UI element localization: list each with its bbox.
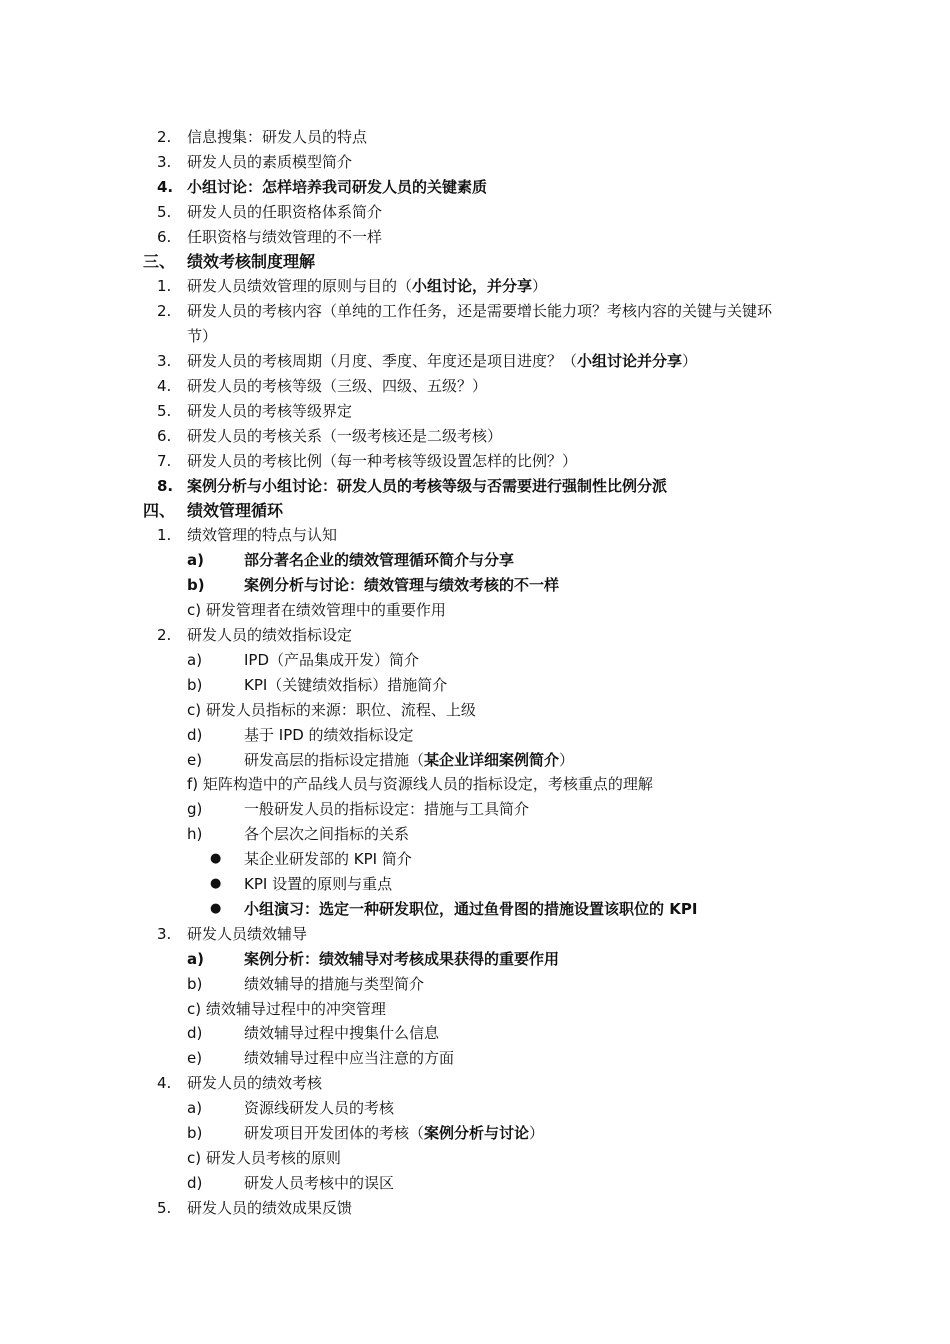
item-text-part: ） [682, 352, 698, 371]
subitem-inline-text: c) 研发人员考核的原则 [187, 1148, 341, 1167]
subitem-text-part: 部分著名企业的绩效管理循环简介与分享 [244, 551, 515, 570]
outline-line [0, 824, 950, 846]
item-number: 4. [157, 177, 174, 196]
outline-line [0, 152, 950, 174]
item-number: 3. [157, 352, 172, 371]
item-text [187, 451, 577, 471]
item-text [187, 476, 667, 496]
item-text [187, 202, 382, 222]
item-number: 2. [157, 302, 172, 321]
outline-line [0, 974, 950, 996]
bullet-text: 小组演习：选定一种研发职位，通过鱼骨图的措施设置该职位的 KPI [244, 899, 698, 918]
item-text-part: 研发人员的考核关系（一级考核还是二级考核） [187, 426, 503, 445]
subitem-text [244, 1098, 394, 1118]
item-text [187, 924, 307, 944]
item-text-bold: 小组讨论，并分享 [412, 277, 533, 296]
item-text-part: 研发人员的绩效成果反馈 [187, 1198, 353, 1217]
outline-line [0, 525, 950, 547]
outline-line [0, 675, 950, 697]
subitem-letter: d) [187, 725, 203, 744]
outline-line [0, 401, 950, 423]
section-heading: 绩效考核制度理解 [187, 251, 316, 271]
outline-line [0, 999, 950, 1021]
subitem-text-part: ） [529, 1124, 545, 1142]
item-text [187, 301, 772, 321]
item-text [187, 625, 352, 645]
item-text-continuation: 节） [187, 327, 218, 346]
subitem-letter: b) [187, 974, 203, 993]
item-text-part: 研发人员的考核比例（每一种考核等级设置怎样的比例？） [187, 451, 578, 470]
item-text-part: 研发人员的绩效指标设定 [187, 626, 353, 644]
item-text [187, 227, 382, 247]
item-number: 2. [157, 128, 172, 146]
outline-line [0, 1023, 950, 1045]
subitem-text [244, 799, 529, 819]
subitem-letter: b) [187, 1124, 203, 1142]
subitem-letter: b) [187, 675, 203, 694]
outline-line [0, 774, 950, 796]
item-text-bold: 小组讨论并分享 [577, 352, 683, 371]
outline-line [0, 924, 950, 946]
outline-line [0, 501, 950, 523]
subitem-text-part: 一般研发人员的指标设定：措施与工具简介 [244, 800, 530, 819]
outline-line [0, 799, 950, 821]
item-text [187, 351, 697, 371]
subitem-text [244, 650, 419, 670]
item-number: 5. [157, 1198, 172, 1217]
section-heading: 绩效管理循环 [187, 500, 284, 520]
item-text-part: 研发人员的考核内容（单纯的工作任务，还是需要增长能力项？考核内容的关键与关键环 [187, 302, 773, 321]
item-text [187, 127, 367, 147]
outline-line [0, 202, 950, 224]
outline-line [0, 476, 950, 498]
outline-line [0, 451, 950, 473]
item-text-part: 案例分析与小组讨论：研发人员的考核等级与否需要进行强制性比例分派 [187, 476, 668, 495]
outline-line [0, 725, 950, 747]
item-number: 5. [157, 202, 172, 221]
item-number: 2. [157, 626, 172, 644]
item-number: 1. [157, 526, 172, 545]
subitem-letter: e) [187, 750, 203, 769]
item-text-part: 信息搜集：研发人员的特点 [187, 128, 368, 146]
outline-line [0, 227, 950, 249]
item-text [187, 177, 487, 197]
subitem-text-part: 绩效辅导的措施与类型简介 [244, 974, 425, 993]
subitem-text [244, 824, 409, 844]
subitem-letter: a) [187, 949, 204, 968]
item-number: 3. [157, 152, 172, 171]
outline-line [0, 750, 950, 772]
subitem-text-part: ） [559, 750, 575, 769]
outline-line [0, 1123, 950, 1145]
subitem-text [244, 1023, 439, 1043]
item-text-part: ） [532, 277, 548, 296]
subitem-text [244, 1173, 394, 1193]
outline-line [0, 575, 950, 597]
outline-line [0, 650, 950, 672]
item-number: 8. [157, 476, 174, 495]
item-number: 1. [157, 277, 172, 296]
outline-line [0, 874, 950, 896]
subitem-inline-text: c) 研发人员指标的来源：职位、流程、上级 [187, 700, 476, 719]
item-text [187, 401, 352, 421]
outline-line [0, 426, 950, 448]
outline-line [0, 127, 950, 149]
item-number: 4. [157, 377, 172, 395]
subitem-text-bold: 某企业详细案例简介 [424, 750, 560, 769]
outline-line [0, 252, 950, 274]
bullet-icon: ● [210, 876, 222, 891]
subitem-text [244, 550, 514, 570]
item-number: 6. [157, 426, 172, 445]
subitem-letter: b) [187, 576, 205, 595]
subitem-letter: g) [187, 800, 203, 819]
subitem-text [244, 974, 424, 994]
item-text [187, 525, 337, 545]
bullet-text: KPI 设置的原则与重点 [244, 875, 393, 893]
subitem-letter: a) [187, 1099, 203, 1118]
subitem-text-part: 绩效辅导过程中搜集什么信息 [244, 1024, 440, 1043]
item-text [187, 1073, 322, 1093]
outline-line [0, 1148, 950, 1170]
outline-line [0, 1073, 950, 1095]
subitem-text [244, 1123, 544, 1143]
item-text-part: 任职资格与绩效管理的不一样 [187, 227, 383, 246]
subitem-text-part: 绩效辅导过程中应当注意的方面 [244, 1049, 455, 1068]
subitem-text-part: 研发高层的指标设定措施（ [244, 750, 425, 769]
subitem-text-part: 资源线研发人员的考核 [244, 1099, 395, 1118]
subitem-text-bold: 案例分析与讨论 [424, 1124, 530, 1142]
subitem-inline-text: f) 矩阵构造中的产品线人员与资源线人员的指标设定，考核重点的理解 [187, 775, 653, 794]
item-text-part: 研发人员的绩效考核 [187, 1074, 323, 1093]
item-number: 7. [157, 451, 172, 470]
subitem-inline-text: c) 研发管理者在绩效管理中的重要作用 [187, 601, 446, 620]
subitem-text-part: 案例分析与讨论：绩效管理与绩效考核的不一样 [244, 576, 560, 595]
item-text-part: 研发人员的任职资格体系简介 [187, 202, 383, 221]
subitem-text [244, 675, 447, 695]
subitem-text-part: IPD（产品集成开发）简介 [244, 650, 420, 669]
item-text-part: 绩效管理的特点与认知 [187, 526, 338, 545]
subitem-text-part: KPI（关键绩效指标）措施简介 [244, 675, 448, 694]
subitem-letter: a) [187, 650, 203, 669]
item-number: 6. [157, 227, 172, 246]
subitem-text [244, 949, 559, 969]
outline-line [0, 550, 950, 572]
outline-line [0, 849, 950, 871]
subitem-text [244, 1048, 454, 1068]
item-text-part: 研发人员绩效管理的原则与目的（ [187, 277, 413, 296]
item-text [187, 152, 352, 172]
outline-line [0, 600, 950, 622]
item-number: 3. [157, 924, 172, 943]
item-text [187, 276, 547, 296]
outline-line [0, 899, 950, 921]
subitem-text-part: 研发人员考核中的误区 [244, 1173, 395, 1192]
item-text-part: 研发人员的考核等级（三级、四级、五级？） [187, 377, 488, 395]
item-text [187, 1198, 352, 1218]
subitem-text [244, 575, 559, 595]
outline-line [0, 700, 950, 722]
subitem-letter: d) [187, 1173, 203, 1192]
subitem-letter: a) [187, 551, 204, 570]
outline-line [0, 301, 950, 323]
item-text-part: 研发人员绩效辅导 [187, 924, 308, 943]
subitem-text [244, 750, 574, 770]
subitem-text-part: 各个层次之间指标的关系 [244, 825, 410, 844]
item-text [187, 426, 502, 446]
subitem-text-part: 案例分析：绩效辅导对考核成果获得的重要作用 [244, 949, 560, 968]
bullet-icon: ● [210, 851, 222, 867]
outline-line [0, 351, 950, 373]
outline-line [0, 326, 950, 348]
outline-line [0, 1198, 950, 1220]
subitem-text-part: 研发项目开发团体的考核（ [244, 1124, 425, 1142]
outline-line [0, 949, 950, 971]
section-number: 四、 [143, 500, 176, 520]
subitem-text [244, 725, 414, 745]
item-text-part: 研发人员的考核等级界定 [187, 401, 353, 420]
outline-line [0, 177, 950, 199]
item-text [187, 376, 487, 396]
item-number: 4. [157, 1074, 172, 1093]
item-text-part: 研发人员的考核周期（月度、季度、年度还是项目进度？（ [187, 352, 578, 371]
outline-line [0, 276, 950, 298]
outline-line [0, 1173, 950, 1195]
outline-line [0, 376, 950, 398]
outline-line [0, 1098, 950, 1120]
section-number: 三、 [143, 251, 176, 271]
subitem-inline-text: c) 绩效辅导过程中的冲突管理 [187, 999, 386, 1018]
bullet-icon: ● [210, 900, 222, 916]
outline-line [0, 1048, 950, 1070]
subitem-letter: d) [187, 1024, 203, 1043]
item-text-part: 研发人员的素质模型简介 [187, 152, 353, 171]
subitem-letter: h) [187, 825, 203, 844]
subitem-text-part: 基于 IPD 的绩效指标设定 [244, 725, 414, 744]
item-number: 5. [157, 401, 172, 420]
outline-line [0, 625, 950, 647]
item-text-part: 小组讨论：怎样培养我司研发人员的关键素质 [187, 177, 488, 196]
subitem-letter: e) [187, 1049, 203, 1068]
bullet-text: 某企业研发部的 KPI 简介 [244, 850, 412, 869]
